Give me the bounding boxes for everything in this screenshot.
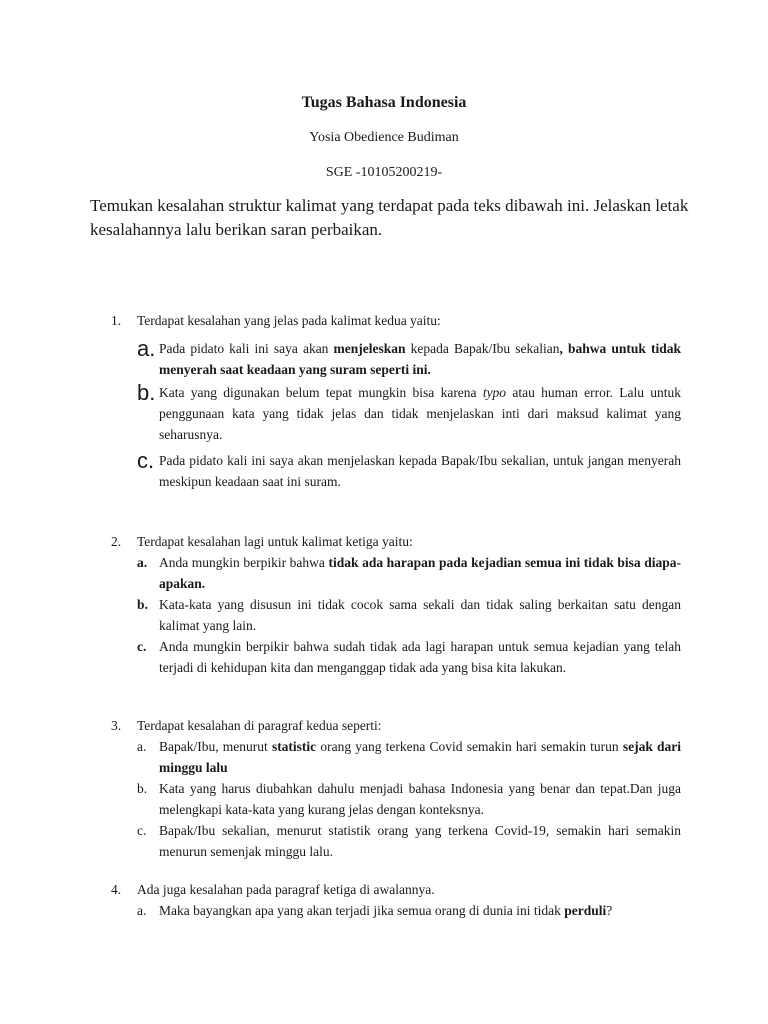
item-marker: c. [137, 823, 147, 838]
text-run: Kata yang harus diubahkan dahulu menjadi bahasa Indonesia yang benar dan tepat.Dan juga melengkapi kata-kata yang kurang jelas dengan konteksnya. [159, 781, 681, 817]
item-text [159, 594, 681, 636]
item-text [159, 778, 681, 820]
text-run: atau human error. Lalu untuk penggunaan kata yang tidak jelas dan tidak menjelaskan inti dari maksud kalimat yang seharusnya. [159, 385, 681, 442]
instruction-text: Temukan kesalahan struktur kalimat yang terdapat pada teks dibawah ini. Jelaskan letak kesalahannya lalu berikan saran perbaikan. [90, 196, 689, 239]
section-heading [111, 532, 681, 552]
item-text [159, 338, 681, 380]
item-marker: a. [137, 903, 147, 918]
item-text [159, 736, 681, 778]
list-item [137, 338, 681, 380]
list-item [137, 736, 681, 778]
item-text [159, 900, 681, 921]
text-run: kepada Bapak/Ibu sekalian [405, 341, 560, 356]
author-name: Yosia Obedience Budiman [309, 130, 459, 145]
section-2 [111, 532, 681, 678]
section-number: 1. [111, 313, 122, 328]
text-run: Bapak/Ibu sekalian, menurut statistik orang yang terkena Covid-19, semakin hari semakin menurun semenjak minggu lalu. [159, 823, 681, 859]
list-item [137, 900, 681, 921]
section-heading [111, 716, 681, 736]
text-run: , bahwa untuk tidak menyerah saat keadaan yang suram seperti ini. [159, 341, 681, 377]
text-run: Anda mungkin berpikir bahwa sudah tidak ada lagi harapan untuk semua kejadian yang telah terjadi di kehidupan kita dan menganggap tidak ada yang bisa kita lakukan. [159, 639, 681, 675]
section-number: 2. [111, 534, 122, 549]
document-title: Tugas Bahasa Indonesia [301, 94, 467, 111]
section-heading-text: Terdapat kesalahan di paragraf kedua seperti: [137, 718, 382, 733]
list-item [137, 594, 681, 636]
item-text [159, 636, 681, 678]
text-run: tidak ada harapan pada kejadian semua ini tidak bisa diapa-apakan. [159, 555, 681, 591]
section-1 [111, 311, 681, 492]
text-run: Kata yang digunakan belum tepat mungkin bisa karena [159, 385, 483, 400]
text-run: ? [606, 903, 613, 918]
item-marker: c. [137, 639, 147, 654]
text-run: Bapak/Ibu, menurut [159, 739, 272, 754]
section-3 [111, 716, 681, 862]
list-item [137, 636, 681, 678]
item-text [159, 552, 681, 594]
text-run: Pada pidato kali ini saya akan menjelaskan kepada Bapak/Ibu sekalian, untuk jangan menyerah meskipun keadaan saat ini suram. [159, 453, 681, 489]
text-run: typo [482, 385, 507, 400]
item-marker: a. [137, 739, 147, 754]
section-heading [111, 311, 681, 331]
text-run: Anda mungkin berpikir bahwa [159, 555, 329, 570]
item-marker: a. [137, 555, 148, 570]
text-run: statistic [271, 739, 317, 754]
text-run: menjeleskan [333, 341, 406, 356]
text-run: orang yang terkena Covid semakin hari semakin turun [316, 739, 623, 754]
item-marker: b. [137, 380, 156, 405]
item-marker: b. [137, 597, 148, 612]
list-item [137, 382, 681, 445]
section-number: 4. [111, 882, 122, 897]
list-item [137, 552, 681, 594]
item-text [159, 820, 681, 862]
text-run: perduli [564, 903, 607, 918]
text-run: Kata-kata yang disusun ini tidak cocok sama sekali dan tidak saling berkaitan satu dengan kalimat yang lain. [159, 597, 681, 633]
text-run: sejak dari minggu lalu [159, 739, 682, 775]
list-item [137, 450, 681, 492]
text-run: Maka bayangkan apa yang akan terjadi jika semua orang di dunia ini tidak [159, 903, 565, 918]
section-number: 3. [111, 718, 122, 733]
item-marker: a. [137, 336, 156, 361]
student-id: SGE -10105200219- [325, 165, 443, 180]
list-item [137, 820, 681, 862]
item-text [159, 450, 681, 492]
item-marker: c. [137, 448, 155, 473]
section-heading [111, 880, 681, 900]
item-marker: b. [137, 781, 148, 796]
section-heading-text: Terdapat kesalahan lagi untuk kalimat ketiga yaitu: [137, 534, 413, 549]
section-heading-text: Ada juga kesalahan pada paragraf ketiga di awalannya. [137, 882, 435, 897]
section-4 [111, 880, 681, 921]
section-heading-text: Terdapat kesalahan yang jelas pada kalimat kedua yaitu: [137, 313, 441, 328]
item-text [159, 382, 681, 445]
list-item [137, 778, 681, 820]
text-run: Pada pidato kali ini saya akan [159, 341, 334, 356]
